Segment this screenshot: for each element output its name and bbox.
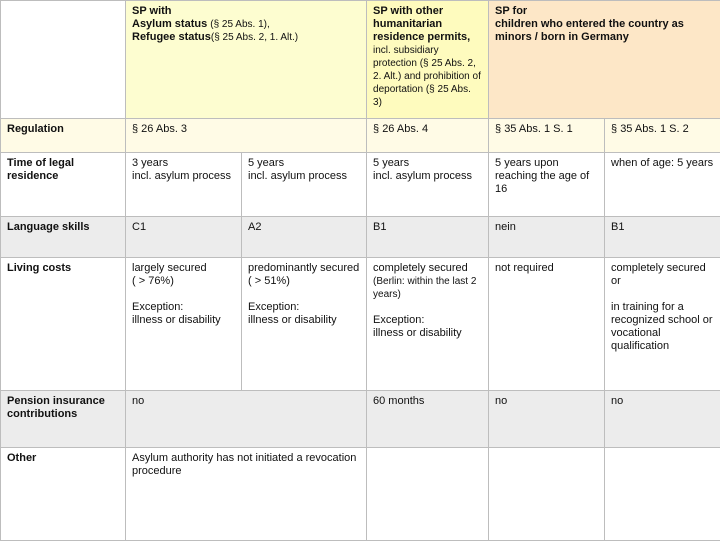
header-refugee-status: Refugee status xyxy=(132,31,211,43)
cell-other-asylum: Asylum authority has not initiated a revocation procedure xyxy=(126,448,367,541)
cell-language-children-2: B1 xyxy=(605,217,720,258)
cell-language-refugee: A2 xyxy=(242,217,367,258)
cell-regulation-asylum: § 26 Abs. 3 xyxy=(126,119,367,153)
cell-language-humanitarian: B1 xyxy=(367,217,489,258)
header-row xyxy=(1,1,720,119)
cell-living-children-2: completely secured or in training for a recognized school or vocational qualification xyxy=(605,258,720,391)
row-label-regulation: Regulation xyxy=(1,119,126,153)
cell-language-children-1: nein xyxy=(489,217,605,258)
cell-language-asylum: C1 xyxy=(126,217,242,258)
row-living-costs xyxy=(1,258,720,391)
living-humanitarian-exception: Exception: illness or disability xyxy=(373,314,462,339)
header-humanitarian-detail: incl. subsidiary protection (§ 25 Abs. 2, 2. Alt.) and prohibition of deportation (§ 25 Abs. 3) xyxy=(373,45,481,108)
cell-residence-children-1: 5 years upon reaching the age of 16 xyxy=(489,153,605,217)
cell-regulation-children-1: § 35 Abs. 1 S. 1 xyxy=(489,119,605,153)
cell-pension-children-1: no xyxy=(489,391,605,448)
header-asylum-refugee xyxy=(126,1,367,119)
cell-other-children-1 xyxy=(489,448,605,541)
corner-cell xyxy=(1,1,126,119)
row-label-living-costs: Living costs xyxy=(1,258,126,391)
header-refugee-ref: (§ 25 Abs. 2, 1. Alt.) xyxy=(211,32,298,43)
header-col1-prefix: SP with xyxy=(132,5,172,17)
header-humanitarian-title: SP with other humanitarian residence permits, xyxy=(373,5,470,43)
row-other xyxy=(1,448,720,541)
cell-residence-asylum: 3 years incl. asylum process xyxy=(126,153,242,217)
cell-living-asylum: largely secured ( > 76%) Exception: illness or disability xyxy=(126,258,242,391)
living-humanitarian-main: completely secured xyxy=(373,262,468,274)
cell-residence-refugee: 5 years incl. asylum process xyxy=(242,153,367,217)
header-asylum-status: Asylum status xyxy=(132,18,207,30)
cell-regulation-humanitarian: § 26 Abs. 4 xyxy=(367,119,489,153)
row-label-pension: Pension insurance contributions xyxy=(1,391,126,448)
row-label-other: Other xyxy=(1,448,126,541)
cell-living-refugee: predominantly secured ( > 51%) Exception: illness or disability xyxy=(242,258,367,391)
cell-other-children-2 xyxy=(605,448,720,541)
row-label-legal-residence: Time of legal residence xyxy=(1,153,126,217)
cell-living-humanitarian xyxy=(367,258,489,391)
row-language xyxy=(1,217,720,258)
row-label-language: Language skills xyxy=(1,217,126,258)
cell-regulation-children-2: § 35 Abs. 1 S. 2 xyxy=(605,119,720,153)
cell-residence-humanitarian: 5 years incl. asylum process xyxy=(367,153,489,217)
row-pension xyxy=(1,391,720,448)
header-children xyxy=(489,1,720,119)
cell-living-children-1: not required xyxy=(489,258,605,391)
cell-pension-humanitarian: 60 months xyxy=(367,391,489,448)
cell-pension-children-2: no xyxy=(605,391,720,448)
cell-other-humanitarian xyxy=(367,448,489,541)
row-legal-residence xyxy=(1,153,720,217)
living-humanitarian-berlin: (Berlin: within the last 2 years) xyxy=(373,276,476,300)
row-regulation xyxy=(1,119,720,153)
header-children-title: SP for children who entered the country as minors / born in Germany xyxy=(495,5,684,43)
header-humanitarian xyxy=(367,1,489,119)
header-asylum-ref: (§ 25 Abs. 1), xyxy=(210,19,269,30)
cell-pension-asylum: no xyxy=(126,391,367,448)
cell-residence-children-2: when of age: 5 years xyxy=(605,153,720,217)
